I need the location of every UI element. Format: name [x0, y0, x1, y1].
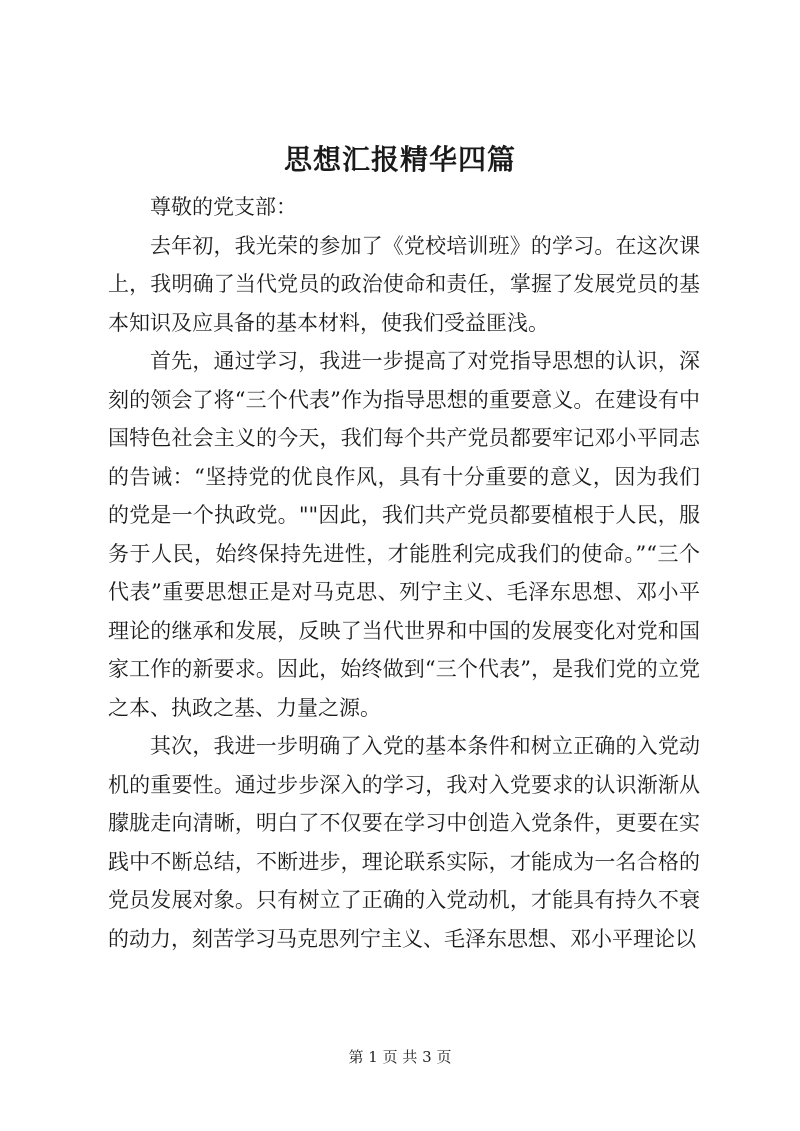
paragraph-1: 去年初，我光荣的参加了《党校培训班》的学习。在这次课上，我明确了当代党员的政治使命和责任，掌握了发展党员的基本知识及应具备的基本材料，使我们受益匪浅。 [108, 233, 700, 335]
page-number-footer: 第 1 页 共 3 页 [348, 1048, 452, 1066]
salutation: 尊敬的党支部： [150, 195, 297, 219]
paragraph-3: 其次，我进一步明确了入党的基本条件和树立正确的入党动机的重要性。通过步步深入的学习，我对入党要求的认识渐渐从朦胧走向清晰，明白了不仅要在学习中创造入党条件，更要在实践中不断总结，不断进步，理论联系实际，才能成为一名合格的党员发展对象。只有树立了正确的入党动机，才能具有持久不衰的动力，刻苦学习马克思列宁主义、毛泽东思想、邓小平理论以 [108, 734, 700, 951]
paragraph-2: 首先，通过学习，我进一步提高了对党指导思想的认识，深刻的领会了将“三个代表”作为指导思想的重要意义。在建设有中国特色社会主义的今天，我们每个共产党员都要牢记邓小平同志的告诫：“坚持党的优良作风，具有十分重要的意义，因为我们的党是一个执政党。""因此，我们共产党员都要植根于人民，服务于人民，始终保持先进性，才能胜利完成我们的使命。”“三个代表”重要思想正是对马克思、列宁主义、毛泽东思想、邓小平理论的继承和发展，反映了当代世界和中国的发展变化对党和国家工作的新要求。因此，始终做到“三个代表”，是我们党的立党之本、执政之基、力量之源。 [108, 349, 700, 720]
document-body [108, 188, 700, 958]
document-title: 思想汇报精华四篇 [283, 143, 516, 176]
